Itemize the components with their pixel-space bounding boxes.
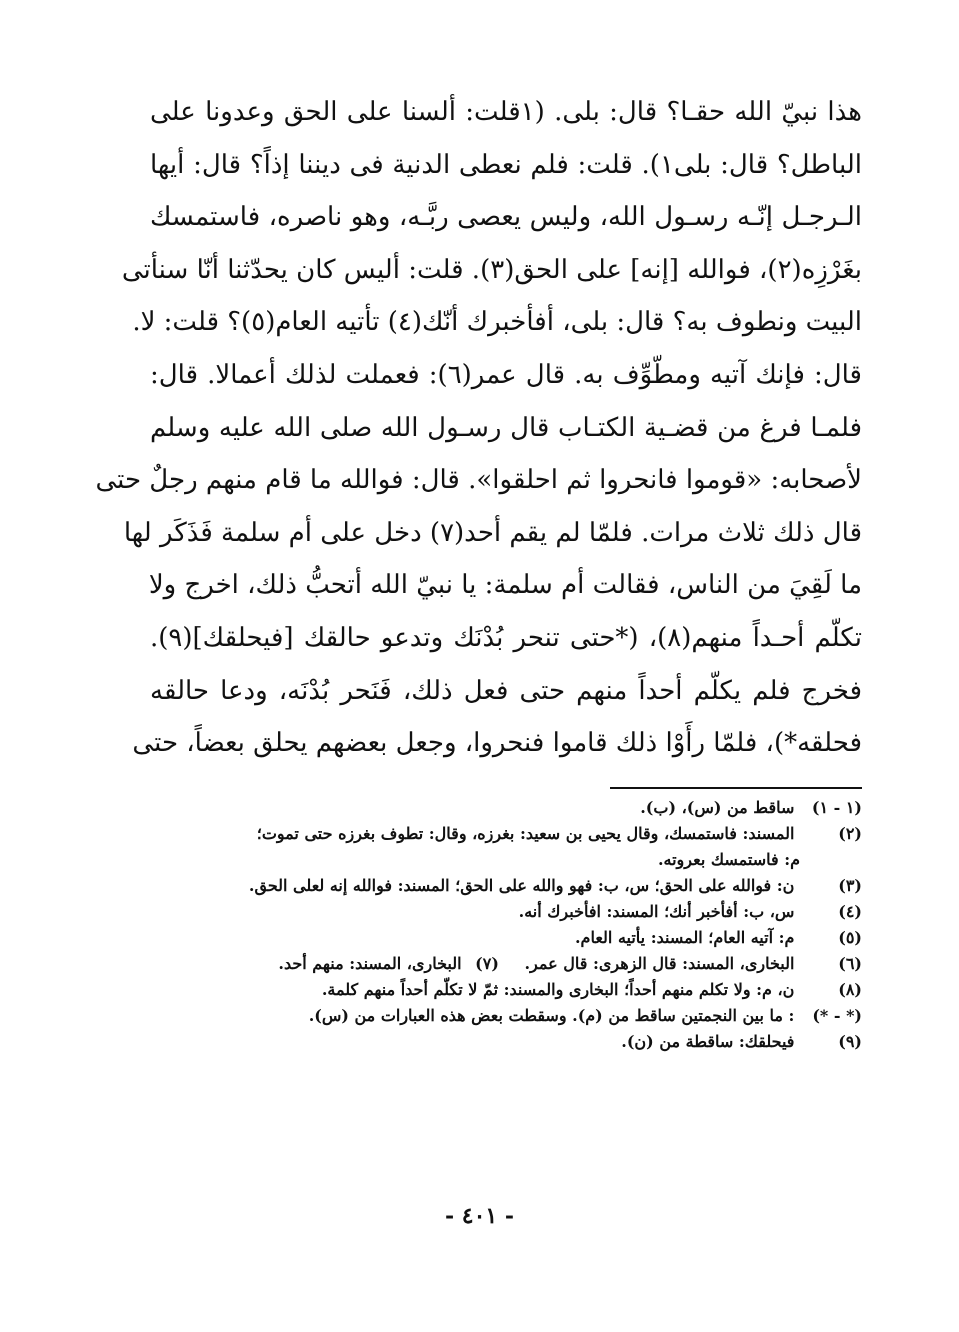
footnote-number: (٥) [838, 928, 862, 947]
text-line: بغَرْزِه(٢)، فوالله [إنه] على الحق(٣). قلت: أليس كان يحدّثنا أنّا سنأتى [121, 254, 862, 285]
page-number: - ٤٠١ - [444, 1203, 515, 1229]
footnote-number: (٦) [838, 954, 862, 973]
footnote [150, 1029, 862, 1055]
footnote-number: (٨) [838, 980, 862, 999]
text-line: الـرجـل إنّـه رسـول الله، وليس يعصى ربَّـه، وهو ناصره، فاستمسك [150, 202, 862, 233]
footnote-text: س، ب: أفأخبر أنك؛ المسند: افأخبرك أنه. [518, 902, 795, 921]
footnote-text: البخارى، المسند: منهم أحد. [278, 954, 462, 973]
footnote [150, 951, 862, 977]
text-line: قال: فإنك آتيه ومطّوِّف به. قال عمر(٦): فعملت لذلك أعمالا. قال: [150, 359, 862, 390]
footnote-text: ن: فوالله على الحق؛ س، ب: فهو والله على الحق؛ المسند: فوالله إنه لعلى الحق. [248, 876, 795, 895]
text-line: فخرج فلم يكلّم أحداً منهم حتى فعل ذلك، فَنَحر بُدْنَه، ودعا حالقه [150, 675, 862, 706]
footnote-text: البخارى، المسند: قال الزهرى: قال عمر. [524, 954, 795, 973]
text-line: لأصحابه: «قوموا فانحروا ثم احلقوا». قال: فوالله ما قام منهم رجلٌ حتى [95, 465, 862, 496]
footnote-text: ساقط من (س)، (ب). [640, 798, 795, 817]
text-line: فحلقه*)، فلمّا رأَوْا ذلك قاموا فنحروا، وجعل بعضهم يحلق بعضاً، حتى [132, 728, 862, 759]
footnote-text: م: فاستمسك بعروته. [657, 850, 800, 869]
footnote-text: م: آتيه العام؛ المسند: يأتيه العام. [574, 928, 795, 947]
footnote [150, 977, 862, 1003]
footnote-text: : ما بين النجمتين ساقط من (م). وسقطت بعض هذه العبارات من (س). [308, 1006, 795, 1025]
footnote-number: (* - *) [812, 1006, 862, 1025]
footnote-number: (٩) [838, 1032, 862, 1051]
footnote [150, 873, 862, 899]
footnote [150, 925, 862, 951]
footnote-number: (٣) [838, 876, 862, 895]
text-line: قال ذلك ثلاث مرات. فلمّا لم يقم أحد(٧) دخل على أم سلمة فَذَكَر لها [123, 517, 862, 548]
text-line: هذا نبيّ الله حقـا؟ قال: بلى. (١قلت: ألسنا على الحق وعدونا على [150, 97, 863, 127]
footnote-text: المسند: فاستمسك، وقال يحيى بن سعيد: بغرزه، وقال: تطوف بغرزه حتى تموت؛ [256, 824, 795, 843]
footnote [150, 795, 862, 821]
footnote-continuation [150, 847, 862, 873]
footnote-text: فيحلقك: ساقطة من (ن). [621, 1032, 795, 1051]
text-line: تكلّم أحـداً منهم(٨)، (*حتى تنحر بُدْنَك وتدعو حالقك [فيحلقك](٩). [150, 622, 863, 653]
footnotes [150, 795, 862, 1055]
footnote-number: (٧) [475, 954, 499, 973]
footnote-number: (٢) [838, 824, 862, 843]
footnote [150, 1003, 862, 1029]
footnote-text: ن، م: ولا تكلم منهم أحداً؛ البخارى والمسند: ثمّ لا تكلّم أحداً منهم كلمة. [321, 980, 795, 999]
footnote [150, 899, 862, 925]
text-line: ما لَقِيَ من الناس، فقالت أم سلمة: يا نبيّ الله أتحبُّ ذلك، اخرج ولا [148, 570, 862, 601]
footnote-separator [610, 787, 862, 789]
footnote-number: (٤) [838, 902, 862, 921]
footnote-number: (١ - ١) [811, 798, 862, 817]
text-line: الباطل؟ قال: بلى١). قلت: فلم نعطى الدنية فى ديننا إذاً؟ قال: أيها [150, 149, 862, 180]
footnote [150, 821, 862, 847]
text-line: فلمـا فرغ من قضـية الكتـاب قال رسـول الله صلى الله عليه وسلم [150, 412, 862, 443]
main-text [95, 86, 863, 770]
text-line: البيت ونطوف به؟ قال: بلى، أفأخبرك أنّك(٤) تأتيه العام(٥)؟ قلت: لا. [132, 307, 862, 338]
